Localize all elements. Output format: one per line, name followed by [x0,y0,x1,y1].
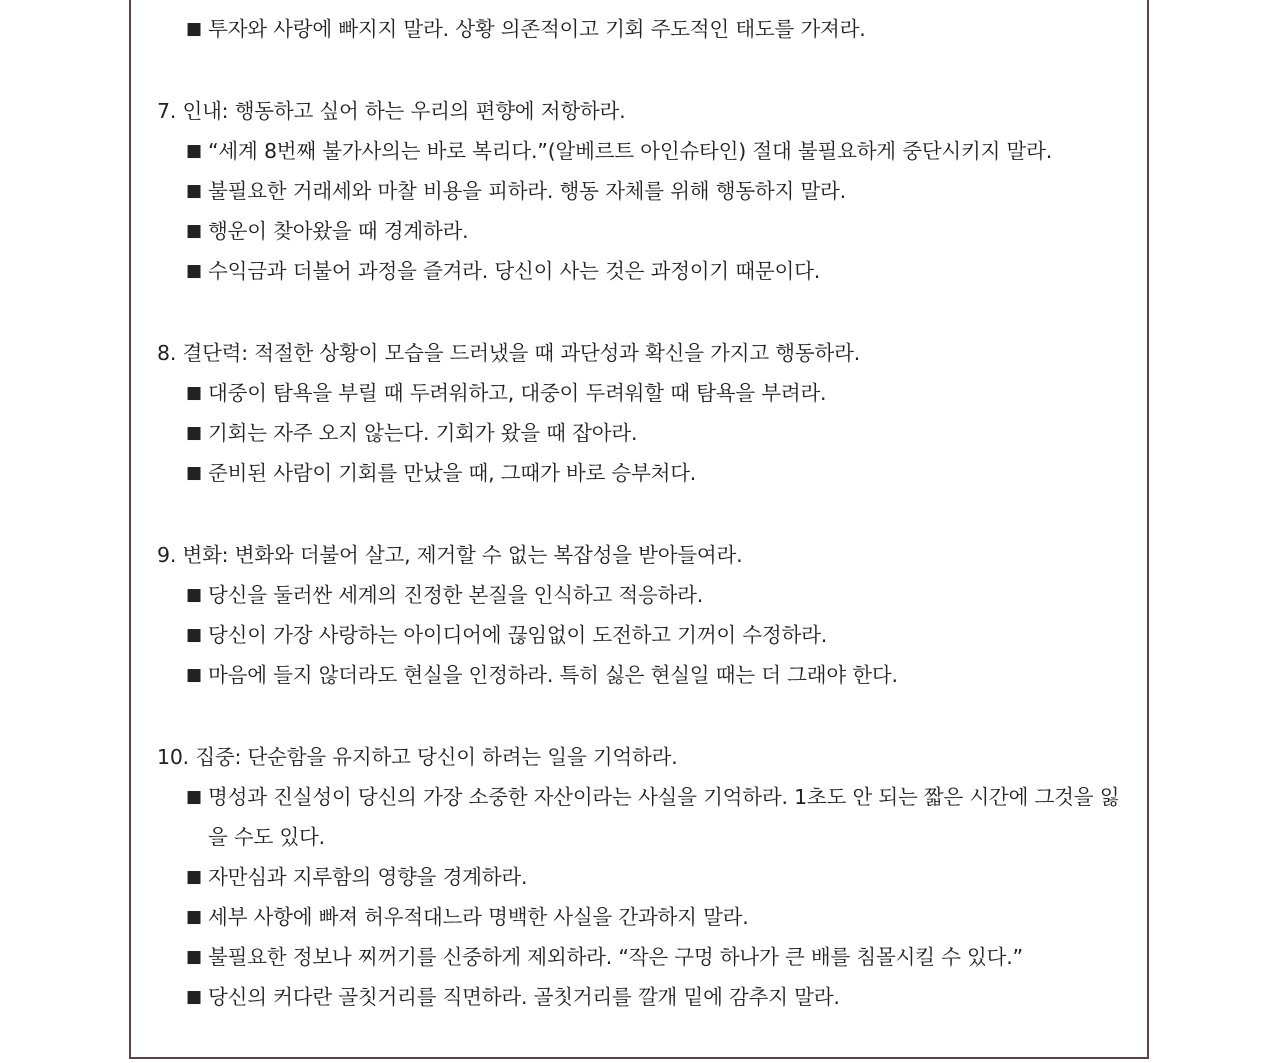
square-bullet-icon: ■ [186,787,202,807]
square-bullet-icon: ■ [186,181,202,201]
square-bullet-icon: ■ [186,947,202,967]
square-bullet-icon: ■ [186,19,202,39]
list-item-text: 당신의 커다란 골칫거리를 직면하라. 골칫거리를 깔개 밑에 감추지 말라. [208,985,840,1009]
list-item-text: 준비된 사람이 기회를 만났을 때, 그때가 바로 승부처다. [208,461,697,485]
square-bullet-icon: ■ [186,261,202,281]
list-item-text: 불필요한 거래세와 마찰 비용을 피하라. 행동 자체를 위해 행동하지 말라. [208,179,846,203]
list-item [157,453,1132,493]
list-item [157,575,1132,615]
list-item-text: 불필요한 정보나 찌꺼기를 신중하게 제외하라. “작은 구멍 하나가 큰 배를 침몰시킬 수 있다.” [208,945,1023,969]
square-bullet-icon: ■ [186,423,202,443]
section-heading: 8. 결단력: 적절한 상황이 모습을 드러냈을 때 과단성과 확신을 가지고 행동하라. [157,341,861,365]
section-10 [157,737,1132,1017]
bullet-list [157,9,1132,49]
square-bullet-icon: ■ [186,585,202,605]
square-bullet-icon: ■ [186,141,202,161]
list-item-text: 명성과 진실성이 당신의 가장 소중한 자산이라는 사실을 기억하라. 1초도 안 되는 짧은 시간에 그것을 잃을 수도 있다. [208,785,1120,849]
bullet-list [157,373,1132,493]
section-6-tail [157,9,1132,49]
square-bullet-icon: ■ [186,625,202,645]
list-item-text: 마음에 들지 않더라도 현실을 인정하라. 특히 싫은 현실일 때는 더 그래야 한다. [208,663,898,687]
list-item [157,413,1132,453]
bullet-list [157,575,1132,695]
list-item [157,777,1132,857]
square-bullet-icon: ■ [186,907,202,927]
list-item [157,251,1132,291]
section-heading: 7. 인내: 행동하고 싶어 하는 우리의 편향에 저항하라. [157,99,626,123]
list-item [157,131,1132,171]
list-item-text: “세계 8번째 불가사의는 바로 복리다.”(알베르트 아인슈타인) 절대 불필요하게 중단시키지 말라. [208,139,1053,163]
section-9 [157,535,1132,695]
square-bullet-icon: ■ [186,463,202,483]
list-item-text: 투자와 사랑에 빠지지 말라. 상황 의존적이고 기회 주도적인 태도를 가져라. [208,17,866,41]
document-body [157,9,1132,1017]
list-item [157,977,1132,1017]
square-bullet-icon: ■ [186,867,202,887]
section-heading: 9. 변화: 변화와 더불어 살고, 제거할 수 없는 복잡성을 받아들여라. [157,543,743,567]
square-bullet-icon: ■ [186,665,202,685]
square-bullet-icon: ■ [186,383,202,403]
list-item-text: 당신을 둘러싼 세계의 진정한 본질을 인식하고 적응하라. [208,583,704,607]
list-item-text: 세부 사항에 빠져 허우적대느라 명백한 사실을 간과하지 말라. [208,905,749,929]
list-item [157,615,1132,655]
list-item-text: 대중이 탐욕을 부릴 때 두려워하고, 대중이 두려워할 때 탐욕을 부려라. [208,381,827,405]
section-heading: 10. 집중: 단순함을 유지하고 당신이 하려는 일을 기억하라. [157,745,678,769]
list-item [157,211,1132,251]
bullet-list [157,131,1132,291]
list-item [157,655,1132,695]
list-item-text: 기회는 자주 오지 않는다. 기회가 왔을 때 잡아라. [208,421,638,445]
section-8 [157,333,1132,493]
list-item [157,937,1132,977]
list-item-text: 행운이 찾아왔을 때 경계하라. [208,219,469,243]
square-bullet-icon: ■ [186,221,202,241]
section-7 [157,91,1132,291]
list-item [157,9,1132,49]
list-item-text: 당신이 가장 사랑하는 아이디어에 끊임없이 도전하고 기꺼이 수정하라. [208,623,828,647]
list-item-text: 자만심과 지루함의 영향을 경계하라. [208,865,528,889]
list-item-text: 수익금과 더불어 과정을 즐겨라. 당신이 사는 것은 과정이기 때문이다. [208,259,821,283]
list-item [157,373,1132,413]
bullet-list [157,777,1132,1017]
square-bullet-icon: ■ [186,987,202,1007]
list-item [157,171,1132,211]
list-item [157,897,1132,937]
list-item [157,857,1132,897]
